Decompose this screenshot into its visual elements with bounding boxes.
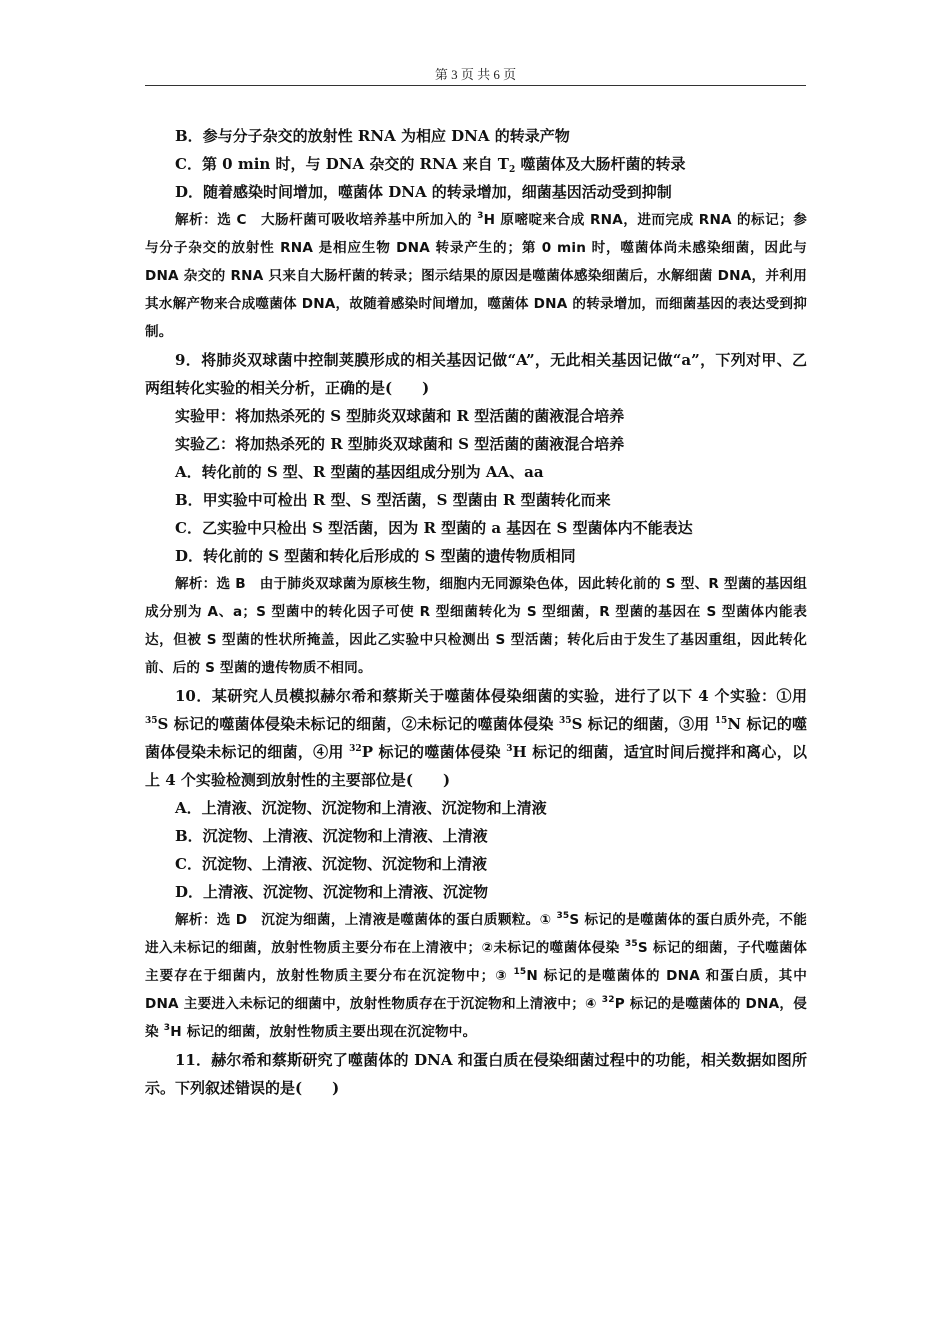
analysis-label: 解析：	[175, 576, 217, 592]
q9-experiment-a: 实验甲：将加热杀死的 S 型肺炎双球菌和 R 型活菌的菌液混合培养	[175, 407, 625, 425]
q8-option-b: B．参与分子杂交的放射性 RNA 为相应 DNA 的转录产物	[175, 127, 570, 145]
analysis-label: 解析：	[175, 912, 217, 928]
page-header: 第 3 页 共 6 页	[434, 67, 517, 82]
q9-option-d: D．转化前的 S 型菌和转化后形成的 S 型菌的遗传物质相同	[175, 547, 576, 565]
q9-experiment-b: 实验乙：将加热杀死的 R 型肺炎双球菌和 S 型活菌的菌液混合培养	[175, 435, 625, 453]
q8-option-c: C．第 0 min 时，与 DNA 杂交的 RNA 来自 $T_2$ 噬菌体及大肠杆菌的转录	[175, 155, 686, 175]
q9-option-c: C．乙实验中只检出 S 型活菌，因为 R 型菌的 a 基因在 S 型菌体内不能表达	[175, 519, 693, 537]
q10-option-c: C．沉淀物、上清液、沉淀物、沉淀物和上清液	[175, 855, 487, 873]
q8-analysis: 解析：选 C 大肠杆菌可吸收培养基中所加入的 $^3$H 原嘧啶来合成 RNA，进而完成 RNA 的标记；参与分子杂交的放射性 RNA 是相应生物 DNA 转录产生的；第 0 min 时，噬菌体尚未感染细菌，因此与 DNA 杂交的 RNA 只来自大肠杆菌的转录；图示结果的原因是噬菌体感染细菌后，水解细菌 DNA，并利用其水解产物来合成噬菌体 DNA，故随着感染时间增加，噬菌体 DNA 的转录增加，而细菌基因的表达受到抑制。	[145, 211, 807, 340]
q9-stem: 9．将肺炎双球菌中控制荚膜形成的相关基因记做“A”，无此相关基因记做“a”，下列对甲、乙两组转化实验的相关分析，正确的是( )	[145, 351, 807, 397]
q10-option-d: D．上清液、沉淀物、沉淀物和上清液、沉淀物	[175, 883, 489, 901]
q9-option-a: A．转化前的 S 型、R 型菌的基因组成分别为 AA、aa	[175, 463, 544, 481]
q11-stem: 11．赫尔希和蔡斯研究了噬菌体的 DNA 和蛋白质在侵染细菌过程中的功能，相关数据如图所示。下列叙述错误的是( )	[145, 1051, 807, 1097]
q10-option-b: B．沉淀物、上清液、沉淀物和上清液、上清液	[175, 827, 488, 845]
q10-option-a: A．上清液、沉淀物、沉淀物和上清液、沉淀物和上清液	[175, 799, 547, 817]
q10-stem: 10．某研究人员模拟赫尔希和蔡斯关于噬菌体侵染细菌的实验，进行了以下 4 个实验：①用 $^{35}$S 标记的噬菌体侵染未标记的细菌，②未标记的噬菌体侵染 $^{35}$S 标记的细菌，③用 $^{15}$N 标记的噬菌体侵染未标记的细菌，④用 $^{32}$P 标记的噬菌体侵染 $^3$H 标记的细菌，适宜时间后搅拌和离心，以上 4 个实验检测到放射性的主要部位是( )	[145, 687, 808, 789]
q9-analysis: 解析：选 B 由于肺炎双球菌为原核生物，细胞内无同源染色体，因此转化前的 S 型、R 型菌的基因组成分别为 A、a；S 型菌中的转化因子可使 R 型细菌转化为 S 型细菌，R 型菌的基因在 S 型菌体内能表达，但被 S 型菌的性状所掩盖，因此乙实验中只检测出 S 型活菌；转化后由于发生了基因重组，因此转化前、后的 S 型菌的遗传物质不相同。	[145, 576, 807, 676]
header-divider	[145, 85, 806, 86]
q8-option-d: D．随着感染时间增加，噬菌体 DNA 的转录增加，细菌基因活动受到抑制	[175, 183, 672, 201]
q9-option-b: B．甲实验中可检出 R 型、S 型活菌，S 型菌由 R 型菌转化而来	[175, 491, 611, 509]
q10-analysis: 解析：选 D 沉淀为细菌，上清液是噬菌体的蛋白质颗粒。① $^{35}$S 标记的是噬菌体的蛋白质外壳，不能进入未标记的细菌，放射性物质主要分布在上清液中；②未标记的噬菌体侵染 $^{35}$S 标记的细菌，子代噬菌体主要存在于细菌内，放射性物质主要分布在沉淀物中；③ $^{15}$N 标记的是噬菌体的 DNA 和蛋白质，其中 DNA 主要进入未标记的细菌中，放射性物质存在于沉淀物和上清液中；④ $^{32}$P 标记的是噬菌体的 DNA，侵染 $^3$H 标记的细菌，放射性物质主要出现在沉淀物中。	[145, 911, 807, 1040]
page-content	[145, 122, 807, 1102]
analysis-label: 解析：	[175, 212, 218, 228]
